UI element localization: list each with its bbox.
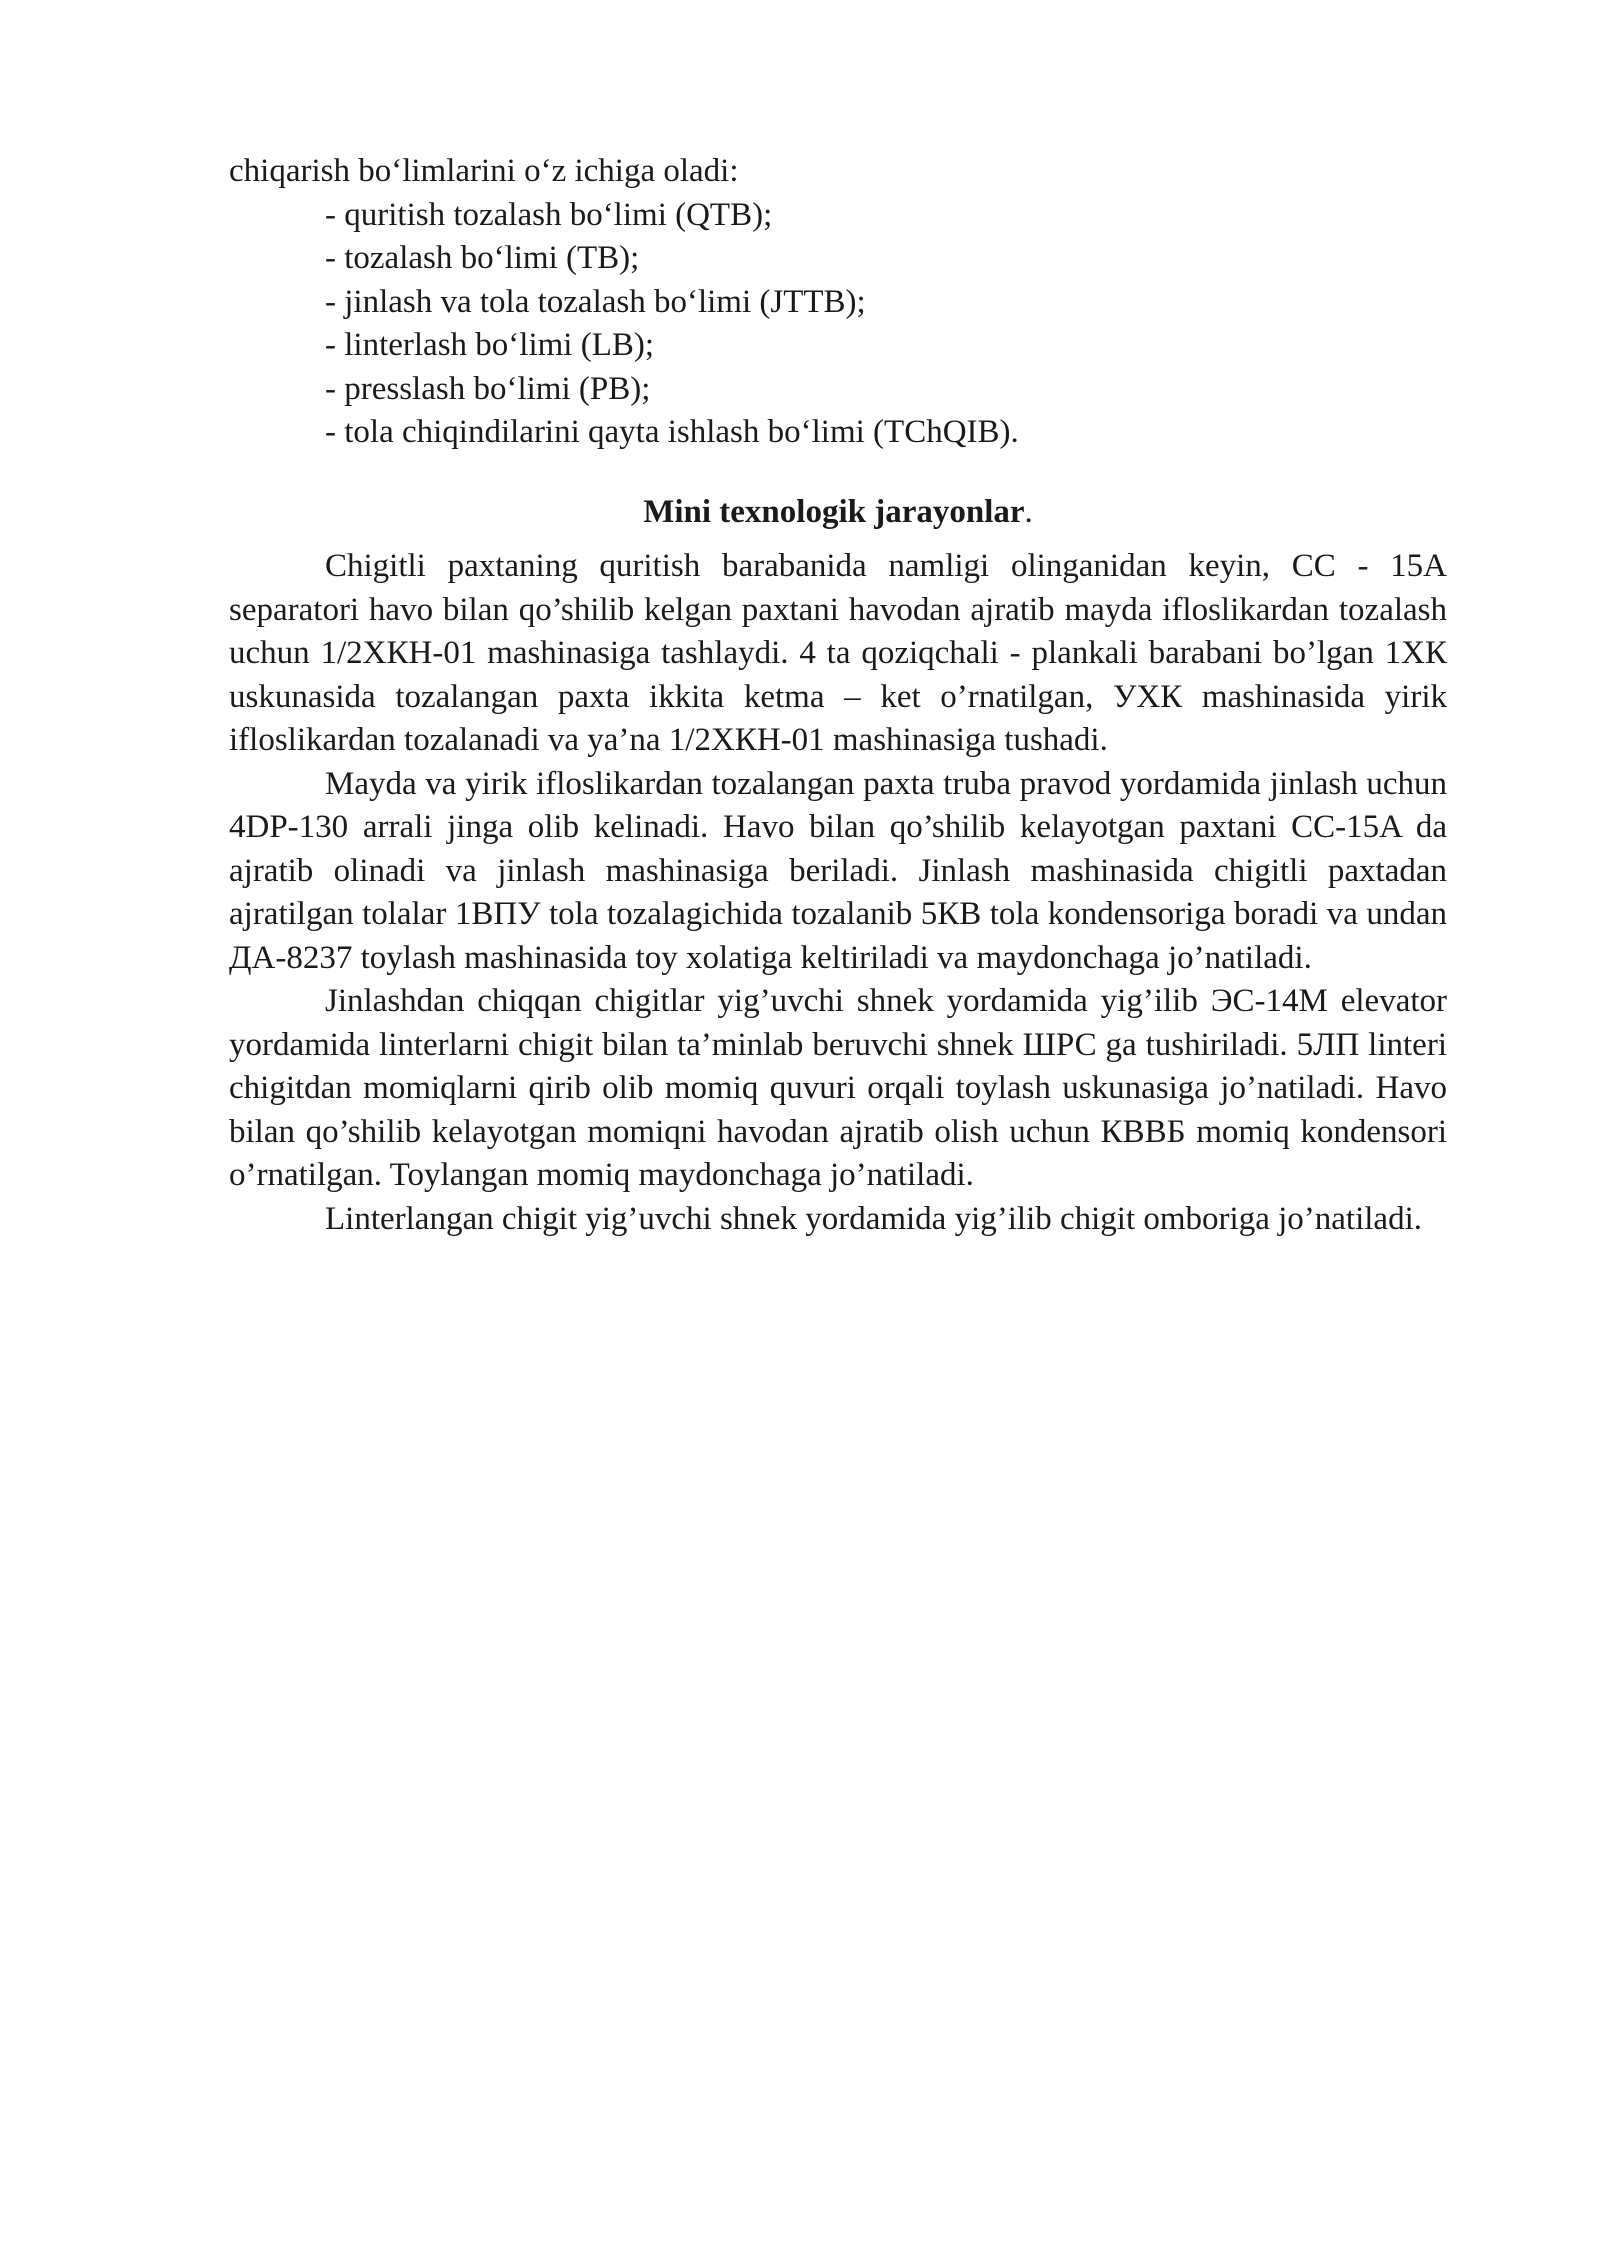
paragraph: Jinlashdan chiqqan chigitlar yig’uvchi shnek yordamida yig’ilib ЭС-14М elevator yordamida linterlarni chigit bilan ta’minlab beruvchi shnek ШРС ga tushiriladi. 5ЛП linteri chigitdan momiqlarni qirib olib momiq quvuri orqali toylash uskunasiga jo’natiladi. Havo bilan qo’shilib kelayotgan momiqni havodan ajratib olish uchun КВВБ momiq kondensori o’rnatilgan. Toylangan momiq maydonchaga jo’natiladi. xyxy=(229,983,1447,1193)
page-content xyxy=(229,150,1447,1241)
list-item: - presslash bo‘limi (PB); xyxy=(325,370,651,407)
paragraph: Linterlangan chigit yig’uvchi shnek yordamida yig’ilib chigit omboriga jo’natiladi. xyxy=(325,1200,1422,1237)
intro-line: chiqarish bo‘limlarini o‘z ichiga oladi: xyxy=(229,153,739,189)
list-item: - linterlash bo‘limi (LB); xyxy=(325,327,655,363)
list-item: - jinlash va tola tozalash bo‘limi (JTTB); xyxy=(325,283,866,320)
paragraph: Mayda va yirik ifloslikardan tozalangan paxta truba pravod yordamida jinlash uchun 4DP-130 arrali jinga olib kelinadi. Havo bilan qo’shilib kelayotgan paxtani CC-15A da ajratib olinadi va jinlash mashinasiga beriladi. Jinlash mashinasida chigitli paxtadan ajratilgan tolalar 1ВПУ tola tozalagichida tozalanib 5КВ tola kondensoriga boradi va undan ДА-8237 toylash mashinasida toy xolatiga keltiriladi va maydonchaga jo’natiladi. xyxy=(229,765,1447,976)
list-item: - tola chiqindilarini qayta ishlash bo‘limi (TChQIB). xyxy=(325,414,1019,450)
section-heading-text: Mini texnologik jarayonlar xyxy=(643,493,1025,530)
section-heading xyxy=(229,491,1447,535)
paragraph: Chigitli paxtaning quritish barabanida namligi olinganidan keyin, CC - 15А separatori havo bilan qo’shilib kelgan paxtani havodan ajratib mayda ifloslikardan tozalash uchun 1/2ХКН-01 mashinasiga tashlaydi. 4 ta qoziqchali - plankali barabani bo’lgan 1ХК uskunasida tozalangan paxta ikkita ketma – ket o’rnatilgan, УХК mashinasida yirik ifloslikardan tozalanadi va ya’na 1/2ХКН-01 mashinasiga tushadi. xyxy=(229,548,1447,758)
section-heading-period: . xyxy=(1024,493,1033,530)
department-list xyxy=(229,194,1447,455)
list-item: - tozalash bo‘limi (TB); xyxy=(325,240,640,276)
list-item: - quritish tozalash bo‘limi (QTB); xyxy=(325,196,773,233)
